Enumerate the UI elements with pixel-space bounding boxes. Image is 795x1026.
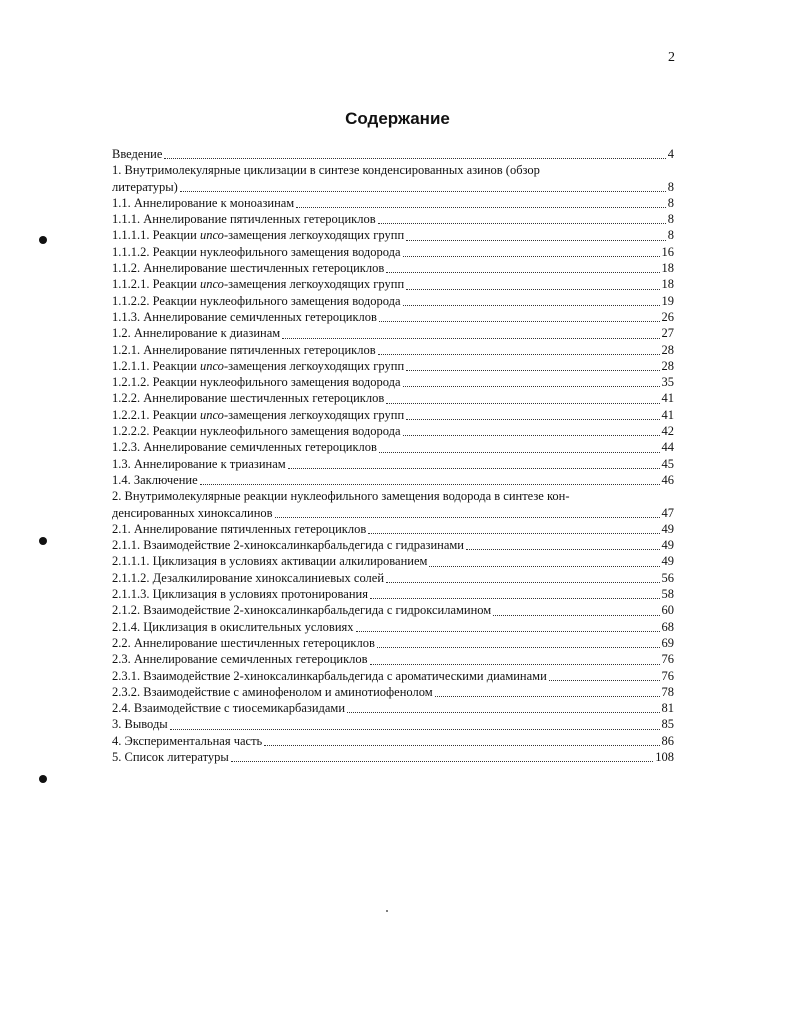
toc-entry[interactable]: [112, 668, 674, 684]
dot-leader: [347, 711, 659, 713]
toc-entry-label: 2.1.2. Взаимодействие 2-хиноксалинкарбальдегида с гидроксиламином: [112, 603, 492, 618]
toc-entry-page: 26: [661, 309, 674, 324]
toc-entry-page: 56: [661, 570, 674, 585]
toc-entry-label: денсированных хиноксалинов: [112, 505, 273, 520]
toc-entry-label: 2.1.1.3. Циклизация в условиях протонирования: [112, 587, 368, 602]
toc-entry-label-suffix: -замещения легкоуходящих групп: [223, 358, 405, 373]
toc-entry-page: 16: [661, 244, 674, 259]
page-number: 2: [668, 50, 675, 65]
toc-entry-label-prefix: 1.1.2.1. Реакции: [112, 277, 200, 292]
toc-entry[interactable]: [112, 293, 674, 309]
toc-entry-label: 1.2.3. Аннелирование семичленных гетероциклов: [112, 440, 377, 455]
toc-entry-page: 8: [667, 179, 674, 194]
toc-entry-label: 1.1.2.2. Реакции нуклеофильного замещения водорода: [112, 293, 401, 308]
punch-hole-mark: [39, 775, 47, 783]
toc-entry[interactable]: [112, 619, 674, 635]
toc-entry-label-suffix: -замещения легкоуходящих групп: [223, 407, 405, 422]
toc-entry-page: 8: [667, 212, 674, 227]
toc-entry[interactable]: [112, 570, 674, 586]
dot-leader: [386, 581, 659, 583]
toc-entry[interactable]: [112, 733, 674, 749]
toc-entry-page: 41: [661, 407, 674, 422]
punch-hole-mark: [39, 236, 47, 244]
toc-entry-label: 2.3.1. Взаимодействие 2-хиноксалинкарбальдегида с ароматическими диаминами: [112, 668, 547, 683]
toc-entry-page: 4: [667, 147, 674, 161]
toc-entry[interactable]: [112, 260, 674, 276]
toc-entry-label: 1.2.1. Аннелирование пятичленных гетероциклов: [112, 342, 376, 357]
toc-entry-label-italic: ипсо: [199, 228, 224, 243]
toc-entry-first-line: 1. Внутримолекулярные циклизации в синтезе конденсированных азинов (обзор: [112, 163, 540, 178]
toc-entry-label-prefix: 1.2.2.1. Реакции: [112, 407, 200, 422]
toc-entry-label-italic: ипсо: [199, 358, 224, 373]
dot-leader: [403, 255, 660, 257]
toc-entry-label: 2.1.4. Циклизация в окислительных условиях: [112, 619, 354, 634]
dot-leader: [264, 744, 659, 746]
dot-leader: [549, 679, 660, 681]
dot-leader: [378, 222, 666, 224]
toc-entry[interactable]: [112, 179, 674, 195]
toc-entry-label: литературы): [112, 179, 178, 194]
toc-entry-label: 2.4. Взаимодействие с тиосемикарбазидами: [112, 701, 346, 716]
toc-entry[interactable]: [112, 211, 674, 227]
toc-entry[interactable]: [112, 651, 674, 667]
toc-entry-label: 1.1.3. Аннелирование семичленных гетероциклов: [112, 309, 377, 324]
toc-entry-label: 5. Список литературы: [112, 749, 229, 764]
dot-leader: [406, 369, 659, 371]
toc-entry-page: 47: [661, 505, 674, 520]
toc-entry-label-suffix: -замещения легкоуходящих групп: [223, 277, 405, 292]
dot-leader: [370, 597, 660, 599]
dot-leader: [296, 206, 666, 208]
toc-entry-label: 1.1. Аннелирование к моноазинам: [112, 195, 295, 210]
toc-entry[interactable]: [112, 586, 674, 602]
dot-leader: [406, 288, 659, 290]
dot-leader: [231, 760, 653, 762]
toc-entry[interactable]: [112, 749, 674, 765]
toc-entry[interactable]: [112, 553, 674, 569]
toc-entry-page: 60: [661, 603, 674, 618]
toc-entry-label: [112, 358, 404, 374]
toc-entry-label: 2.3. Аннелирование семичленных гетероциклов: [112, 652, 368, 667]
toc-entry[interactable]: [112, 244, 674, 260]
toc-entry-page: 46: [661, 472, 674, 487]
toc-entry-page: 8: [667, 195, 674, 210]
dot-leader: [386, 271, 659, 273]
toc-entry-label: 1.4. Заключение: [112, 472, 198, 487]
toc-entry-label: 1.2. Аннелирование к диазинам: [112, 326, 281, 341]
toc-entry-page: 28: [661, 342, 674, 357]
toc-entry[interactable]: [112, 309, 674, 325]
toc-entry-label: [112, 276, 404, 292]
toc-entry[interactable]: [112, 390, 674, 406]
dot-leader: [356, 630, 660, 632]
toc-entry-page: 49: [661, 538, 674, 553]
toc-entry-label: 3. Выводы: [112, 717, 168, 732]
toc-entry-page: 76: [661, 652, 674, 667]
toc-entry-label: 1.2.2. Аннелирование шестичленных гетероциклов: [112, 391, 385, 406]
toc-entry-label: 1.1.1. Аннелирование пятичленных гетероциклов: [112, 212, 376, 227]
dot-leader: [368, 532, 659, 534]
toc-entry[interactable]: [112, 472, 674, 488]
toc-entry-page: 108: [655, 749, 674, 764]
toc-entry-label: [112, 227, 404, 243]
dot-leader: [180, 190, 666, 192]
toc-entry[interactable]: [112, 505, 674, 521]
toc-entry-page: 44: [661, 440, 674, 455]
dot-leader: [379, 451, 660, 453]
toc-entry-label-italic: ипсо: [199, 407, 224, 422]
toc-entry-label: 4. Экспериментальная часть: [112, 733, 263, 748]
toc-entry-page: 18: [661, 277, 674, 292]
toc-entry[interactable]: [112, 227, 674, 243]
toc-entry[interactable]: [112, 684, 674, 700]
toc-entry-label-italic: ипсо: [199, 277, 224, 292]
toc-entry-page: 76: [661, 668, 674, 683]
toc-entry-label-prefix: 1.1.1.1. Реакции: [112, 228, 200, 243]
toc-entry-page: 19: [661, 293, 674, 308]
toc-entry[interactable]: [112, 423, 674, 439]
dot-leader: [164, 157, 665, 159]
toc-entry[interactable]: [112, 146, 674, 162]
toc-entry-page: 35: [661, 375, 674, 390]
toc-entry[interactable]: [112, 635, 674, 651]
toc-entry[interactable]: [112, 537, 674, 553]
dot-leader: [493, 614, 659, 616]
dot-leader: [429, 565, 659, 567]
toc-entry-page: 28: [661, 358, 674, 373]
toc-entry-page: 18: [661, 261, 674, 276]
toc-entry-page: 41: [661, 391, 674, 406]
toc-entry-label: 2.1. Аннелирование пятичленных гетероциклов: [112, 521, 367, 536]
toc-entry[interactable]: [112, 358, 674, 374]
toc-entry-page: 49: [661, 554, 674, 569]
toc-entry[interactable]: [112, 407, 674, 423]
toc-entry-page: 69: [661, 635, 674, 650]
page-title: Содержание: [345, 109, 450, 128]
toc-entry-page: 68: [661, 619, 674, 634]
toc-entry[interactable]: [112, 602, 674, 618]
toc-entry-page: 49: [661, 521, 674, 536]
toc-entry-page: 45: [661, 456, 674, 471]
toc-entry[interactable]: [112, 700, 674, 716]
dot-leader: [386, 402, 659, 404]
toc-entry-label: 2.3.2. Взаимодействие с аминофенолом и аминотиофенолом: [112, 684, 433, 699]
dot-leader: [200, 483, 660, 485]
dot-leader: [370, 663, 660, 665]
dot-leader: [435, 695, 660, 697]
dot-leader: [406, 418, 659, 420]
toc-entry-label: 1.3. Аннелирование к триазинам: [112, 456, 286, 471]
toc-entry-label: 1.2.1.2. Реакции нуклеофильного замещения водорода: [112, 375, 401, 390]
toc-entry-label: 1.2.2.2. Реакции нуклеофильного замещения водорода: [112, 424, 401, 439]
toc-entry[interactable]: [112, 374, 674, 390]
table-of-contents: [112, 146, 674, 765]
toc-entry-label: 1.1.1.2. Реакции нуклеофильного замещения водорода: [112, 244, 401, 259]
toc-entry[interactable]: [112, 456, 674, 472]
toc-entry-page: 58: [661, 587, 674, 602]
toc-entry-page: 85: [661, 717, 674, 732]
dot-leader: [403, 385, 660, 387]
toc-entry-label: 2.2. Аннелирование шестичленных гетероциклов: [112, 635, 375, 650]
dot-leader: [406, 239, 666, 241]
toc-entry-first-line: 2. Внутримолекулярные реакции нуклеофильного замещения водорода в синтезе кон-: [112, 489, 570, 504]
dot-leader: [288, 467, 660, 469]
toc-entry[interactable]: [112, 342, 674, 358]
toc-entry-label: [112, 407, 404, 423]
punch-hole-mark: [39, 537, 47, 545]
dot-leader: [466, 548, 660, 550]
toc-entry-label: 2.1.1.1. Циклизация в условиях активации алкилированием: [112, 554, 428, 569]
toc-entry-label: 2.1.1. Взаимодействие 2-хиноксалинкарбальдегида с гидразинами: [112, 538, 464, 553]
dot-leader: [378, 353, 660, 355]
dot-leader: [403, 434, 660, 436]
toc-entry[interactable]: [112, 521, 674, 537]
toc-entry-page: 42: [661, 424, 674, 439]
toc-entry[interactable]: [112, 716, 674, 732]
toc-entry-label: Введение: [112, 147, 163, 161]
dot-leader: [170, 728, 660, 730]
toc-entry-page: 27: [661, 326, 674, 341]
dot-leader: [377, 646, 660, 648]
dot-leader: [379, 320, 660, 322]
toc-entry-label-prefix: 1.2.1.1. Реакции: [112, 358, 200, 373]
toc-entry[interactable]: [112, 195, 674, 211]
toc-entry-label: 1.1.2. Аннелирование шестичленных гетероциклов: [112, 261, 385, 276]
toc-entry-page: 81: [661, 701, 674, 716]
toc-entry[interactable]: [112, 276, 674, 292]
toc-entry-page: 8: [667, 228, 674, 243]
toc-entry-label-suffix: -замещения легкоуходящих групп: [223, 228, 405, 243]
toc-entry-page: 78: [661, 684, 674, 699]
toc-entry-label: 2.1.1.2. Дезалкилирование хиноксалиниевых солей: [112, 570, 385, 585]
toc-entry[interactable]: [112, 325, 674, 341]
dot-leader: [282, 337, 659, 339]
dot-leader: [403, 304, 660, 306]
scan-speck: [386, 910, 388, 912]
toc-entry[interactable]: [112, 439, 674, 455]
dot-leader: [275, 516, 660, 518]
toc-entry-page: 86: [661, 733, 674, 748]
